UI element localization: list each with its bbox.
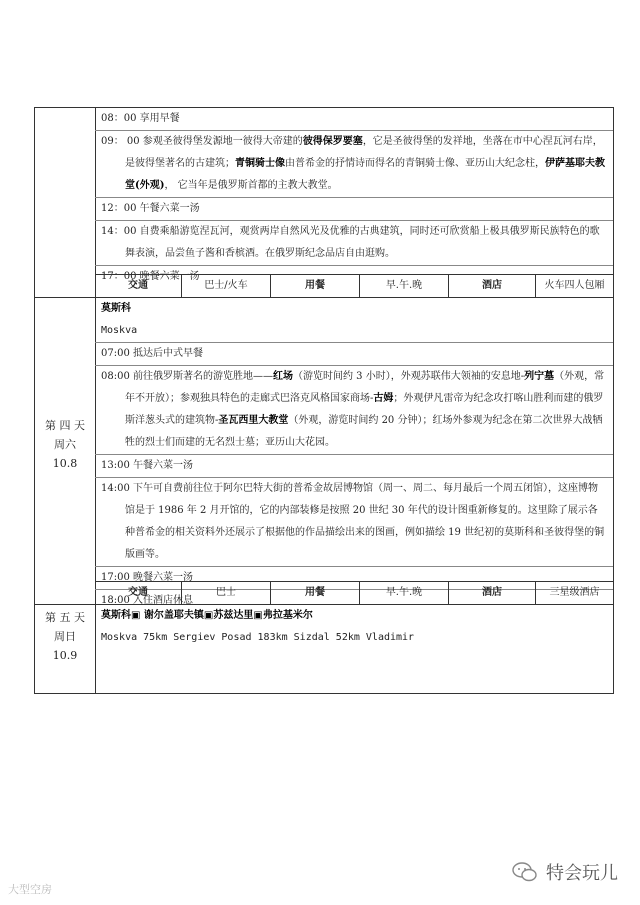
- schedule-line: 14：00 自费乘船游览涅瓦河，观赏两岸自然风光及优雅的古典建筑，同时还可欣赏船上极具俄罗斯民族特色的歌舞表演，品尝鱼子酱和香槟酒。在俄罗斯纪念品店自由逛购。: [95, 221, 613, 266]
- meal-value: 早.午.晚: [359, 582, 448, 604]
- schedule-line: 17:00 晚餐六菜一汤: [95, 567, 613, 590]
- schedule-line: 14:00 下午可自费前往位于阿尔巴特大街的普希金故居博物馆（周一、周二、每月最后一个周五闭馆），这座博物馆是于 1986 年 2 月开馆的，它的内部装修是按照 20 世纪 30 年代的设计图重新修复的。这里除了展示各种普希金的相关资料外还展示了根据他的作品描绘出来的图画，例如描绘 19 世纪初的莫斯科和圣彼得堡的铜版画等。: [95, 478, 613, 567]
- weekday: 周日: [54, 630, 76, 643]
- wechat-icon: [512, 862, 538, 882]
- day4-block: [34, 297, 614, 605]
- schedule-line: 13:00 午餐六菜一汤: [95, 455, 613, 478]
- schedule-line: 08:00 前往俄罗斯著名的游览胜地——红场（游览时间约 3 小时），外观苏联伟大领袖的安息地-列宁墓（外观，常年不开放）；参观独具特色的走廊式巴洛克风格国家商场-古姆；外观伊凡雷帝为纪念攻打喀山胜利而建的俄罗斯洋葱头式的建筑物-圣瓦西里大教堂（外观，游览时间约 20 分钟）；红场外参观为纪念在第二次世界大战牺牲的烈士们而建的无名烈士墓；亚历山大花园。: [95, 366, 613, 455]
- day5-label-cell: [35, 605, 96, 693]
- hotel-value: 火车四人包厢: [535, 275, 613, 297]
- hotel-label: 酒店: [448, 582, 535, 604]
- route-latin: Moskva 75km Sergiev Posad 183km Sizdal 52km Vladimir: [101, 632, 415, 643]
- day-number: 第 四 天: [45, 419, 85, 432]
- day5-block: [34, 604, 614, 694]
- schedule-line: 12：00 午餐六菜一汤: [95, 198, 613, 221]
- day4-label-cell: [35, 298, 96, 604]
- schedule-line: 07:00 抵达后中式早餐: [95, 343, 613, 366]
- date: 10.9: [52, 649, 78, 662]
- watermark-right: [512, 859, 618, 885]
- schedule-line: 09： 00 参观圣彼得堡发源地一彼得大帝建的彼得保罗要塞，它是圣彼得堡的发祥地，坐落在市中心涅瓦河右岸，是彼得堡著名的古建筑；青铜骑士像由普希金的抒情诗而得名的青铜骑士像、亚历山大纪念柱，伊萨基耶夫教堂(外观)， 它当年是俄罗斯首都的主教大教堂。: [95, 131, 613, 198]
- date: 10.8: [52, 457, 78, 470]
- route-line: 莫斯科▣ 谢尔盖耶夫镇▣苏兹达里▣弗拉基米尔: [101, 610, 313, 621]
- schedule-line: 18:00 入住酒店休息: [101, 595, 193, 606]
- weekday: 周六: [54, 438, 76, 451]
- hotel-label: 酒店: [448, 275, 535, 297]
- transport-label: 交通: [128, 280, 148, 291]
- schedule-line: 08：00 享用早餐: [95, 108, 613, 131]
- day4-info-row: [95, 581, 613, 604]
- transport-value: 巴士/火车: [181, 275, 270, 297]
- meal-value: 早.午.晚: [359, 275, 448, 297]
- day3-label-cell: [35, 108, 96, 297]
- day3-info-row: [95, 274, 613, 297]
- watermark-text: 特会玩儿: [546, 863, 618, 884]
- hotel-value: 三星级酒店: [535, 582, 613, 604]
- day3-block: [34, 107, 614, 298]
- transport-value: 巴士: [181, 582, 270, 604]
- meal-label: 用餐: [270, 275, 359, 297]
- transport-label: 交通: [128, 587, 148, 598]
- city-name: 莫斯科: [101, 303, 131, 314]
- meal-label: 用餐: [270, 582, 359, 604]
- watermark-left: 大型空房: [8, 883, 52, 896]
- day-number: 第 五 天: [45, 611, 85, 624]
- schedule-line: 17：00 晚餐六菜一汤: [101, 271, 200, 282]
- city-latin: Moskva: [95, 320, 613, 343]
